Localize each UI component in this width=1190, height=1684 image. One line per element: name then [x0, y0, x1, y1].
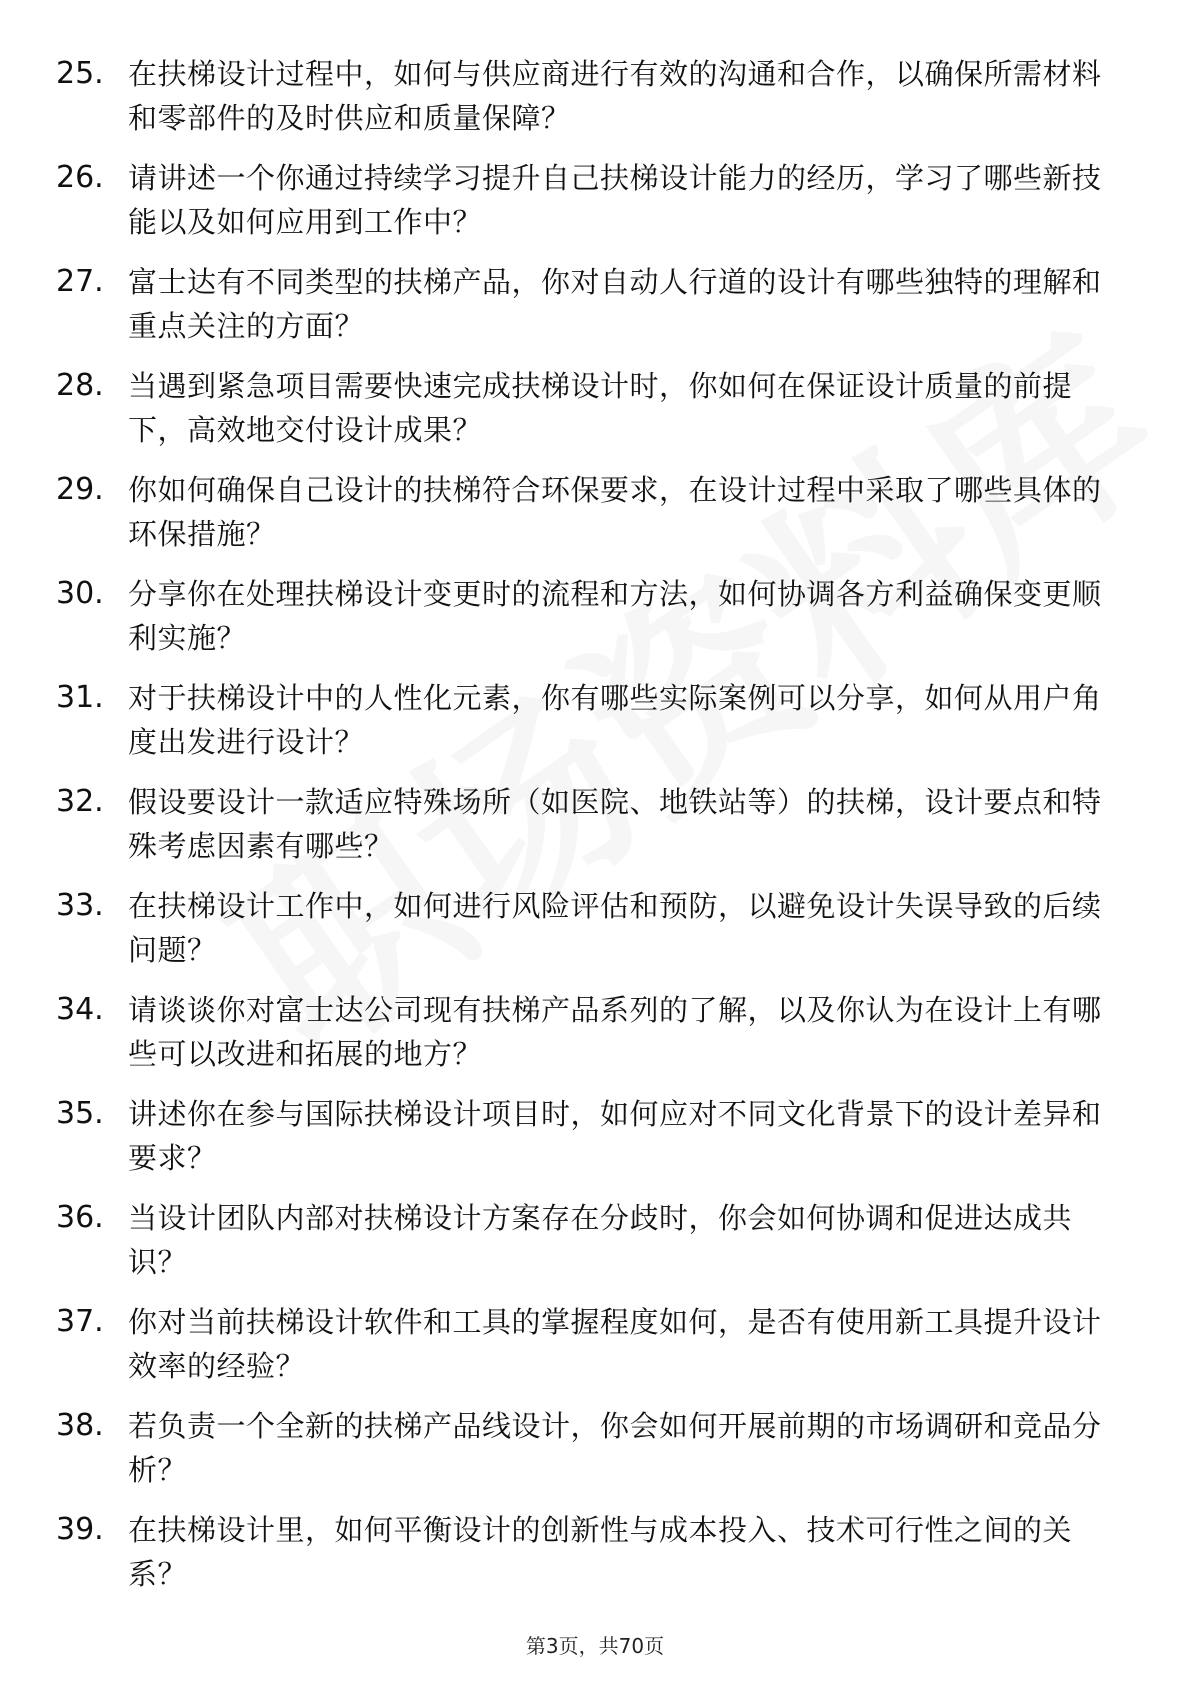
question-number: 30. — [56, 576, 104, 611]
question-text: 讲述你在参与国际扶梯设计项目时，如何应对不同文化背景下的设计差异和要求？ — [128, 1097, 1102, 1175]
list-item — [0, 52, 1190, 156]
list-item — [0, 468, 1190, 572]
question-text: 你对当前扶梯设计软件和工具的掌握程度如何，是否有使用新工具提升设计效率的经验？ — [128, 1305, 1102, 1383]
list-item — [0, 676, 1190, 780]
question-text: 在扶梯设计里，如何平衡设计的创新性与成本投入、技术可行性之间的关系？ — [128, 1513, 1073, 1591]
list-item — [0, 572, 1190, 676]
question-number: 28. — [56, 368, 104, 403]
question-number: 38. — [56, 1408, 104, 1443]
list-item — [0, 1300, 1190, 1404]
question-text: 当遇到紧急项目需要快速完成扶梯设计时，你如何在保证设计质量的前提下，高效地交付设计成果？ — [128, 369, 1073, 447]
question-number: 35. — [56, 1096, 104, 1131]
question-text: 你如何确保自己设计的扶梯符合环保要求，在设计过程中采取了哪些具体的环保措施？ — [128, 473, 1102, 551]
question-text: 请讲述一个你通过持续学习提升自己扶梯设计能力的经历，学习了哪些新技能以及如何应用到工作中？ — [128, 161, 1102, 239]
question-number: 26. — [56, 160, 104, 195]
question-text: 请谈谈你对富士达公司现有扶梯产品系列的了解，以及你认为在设计上有哪些可以改进和拓展的地方？ — [128, 993, 1102, 1071]
question-number: 39. — [56, 1512, 104, 1547]
list-item — [0, 780, 1190, 884]
list-item — [0, 988, 1190, 1092]
list-item — [0, 884, 1190, 988]
question-number: 36. — [56, 1200, 104, 1235]
question-number: 31. — [56, 680, 104, 715]
page-footer: 第3页，共70页 — [525, 1634, 665, 1658]
list-item — [0, 1508, 1190, 1612]
question-text: 假设要设计一款适应特殊场所（如医院、地铁站等）的扶梯，设计要点和特殊考虑因素有哪些？ — [128, 785, 1102, 863]
question-number: 33. — [56, 888, 104, 923]
list-item — [0, 364, 1190, 468]
question-text: 在扶梯设计过程中，如何与供应商进行有效的沟通和合作，以确保所需材料和零部件的及时供应和质量保障？ — [128, 57, 1102, 135]
question-number: 27. — [56, 264, 104, 299]
question-text: 当设计团队内部对扶梯设计方案存在分歧时，你会如何协调和促进达成共识？ — [128, 1201, 1073, 1279]
question-text: 若负责一个全新的扶梯产品线设计，你会如何开展前期的市场调研和竞品分析？ — [128, 1409, 1102, 1487]
question-number: 29. — [56, 472, 104, 507]
list-item — [0, 1196, 1190, 1300]
question-number: 32. — [56, 784, 104, 819]
question-number: 34. — [56, 992, 104, 1027]
list-item — [0, 156, 1190, 260]
list-item — [0, 1404, 1190, 1508]
question-number: 25. — [56, 56, 104, 91]
question-text: 分享你在处理扶梯设计变更时的流程和方法，如何协调各方利益确保变更顺利实施？ — [128, 577, 1102, 655]
list-item — [0, 1092, 1190, 1196]
list-item — [0, 260, 1190, 364]
question-text: 对于扶梯设计中的人性化元素，你有哪些实际案例可以分享，如何从用户角度出发进行设计？ — [128, 681, 1102, 759]
question-text: 在扶梯设计工作中，如何进行风险评估和预防，以避免设计失误导致的后续问题？ — [128, 889, 1102, 967]
question-text: 富士达有不同类型的扶梯产品，你对自动人行道的设计有哪些独特的理解和重点关注的方面？ — [128, 265, 1102, 343]
question-number: 37. — [56, 1304, 104, 1339]
question-list — [0, 52, 1190, 1612]
